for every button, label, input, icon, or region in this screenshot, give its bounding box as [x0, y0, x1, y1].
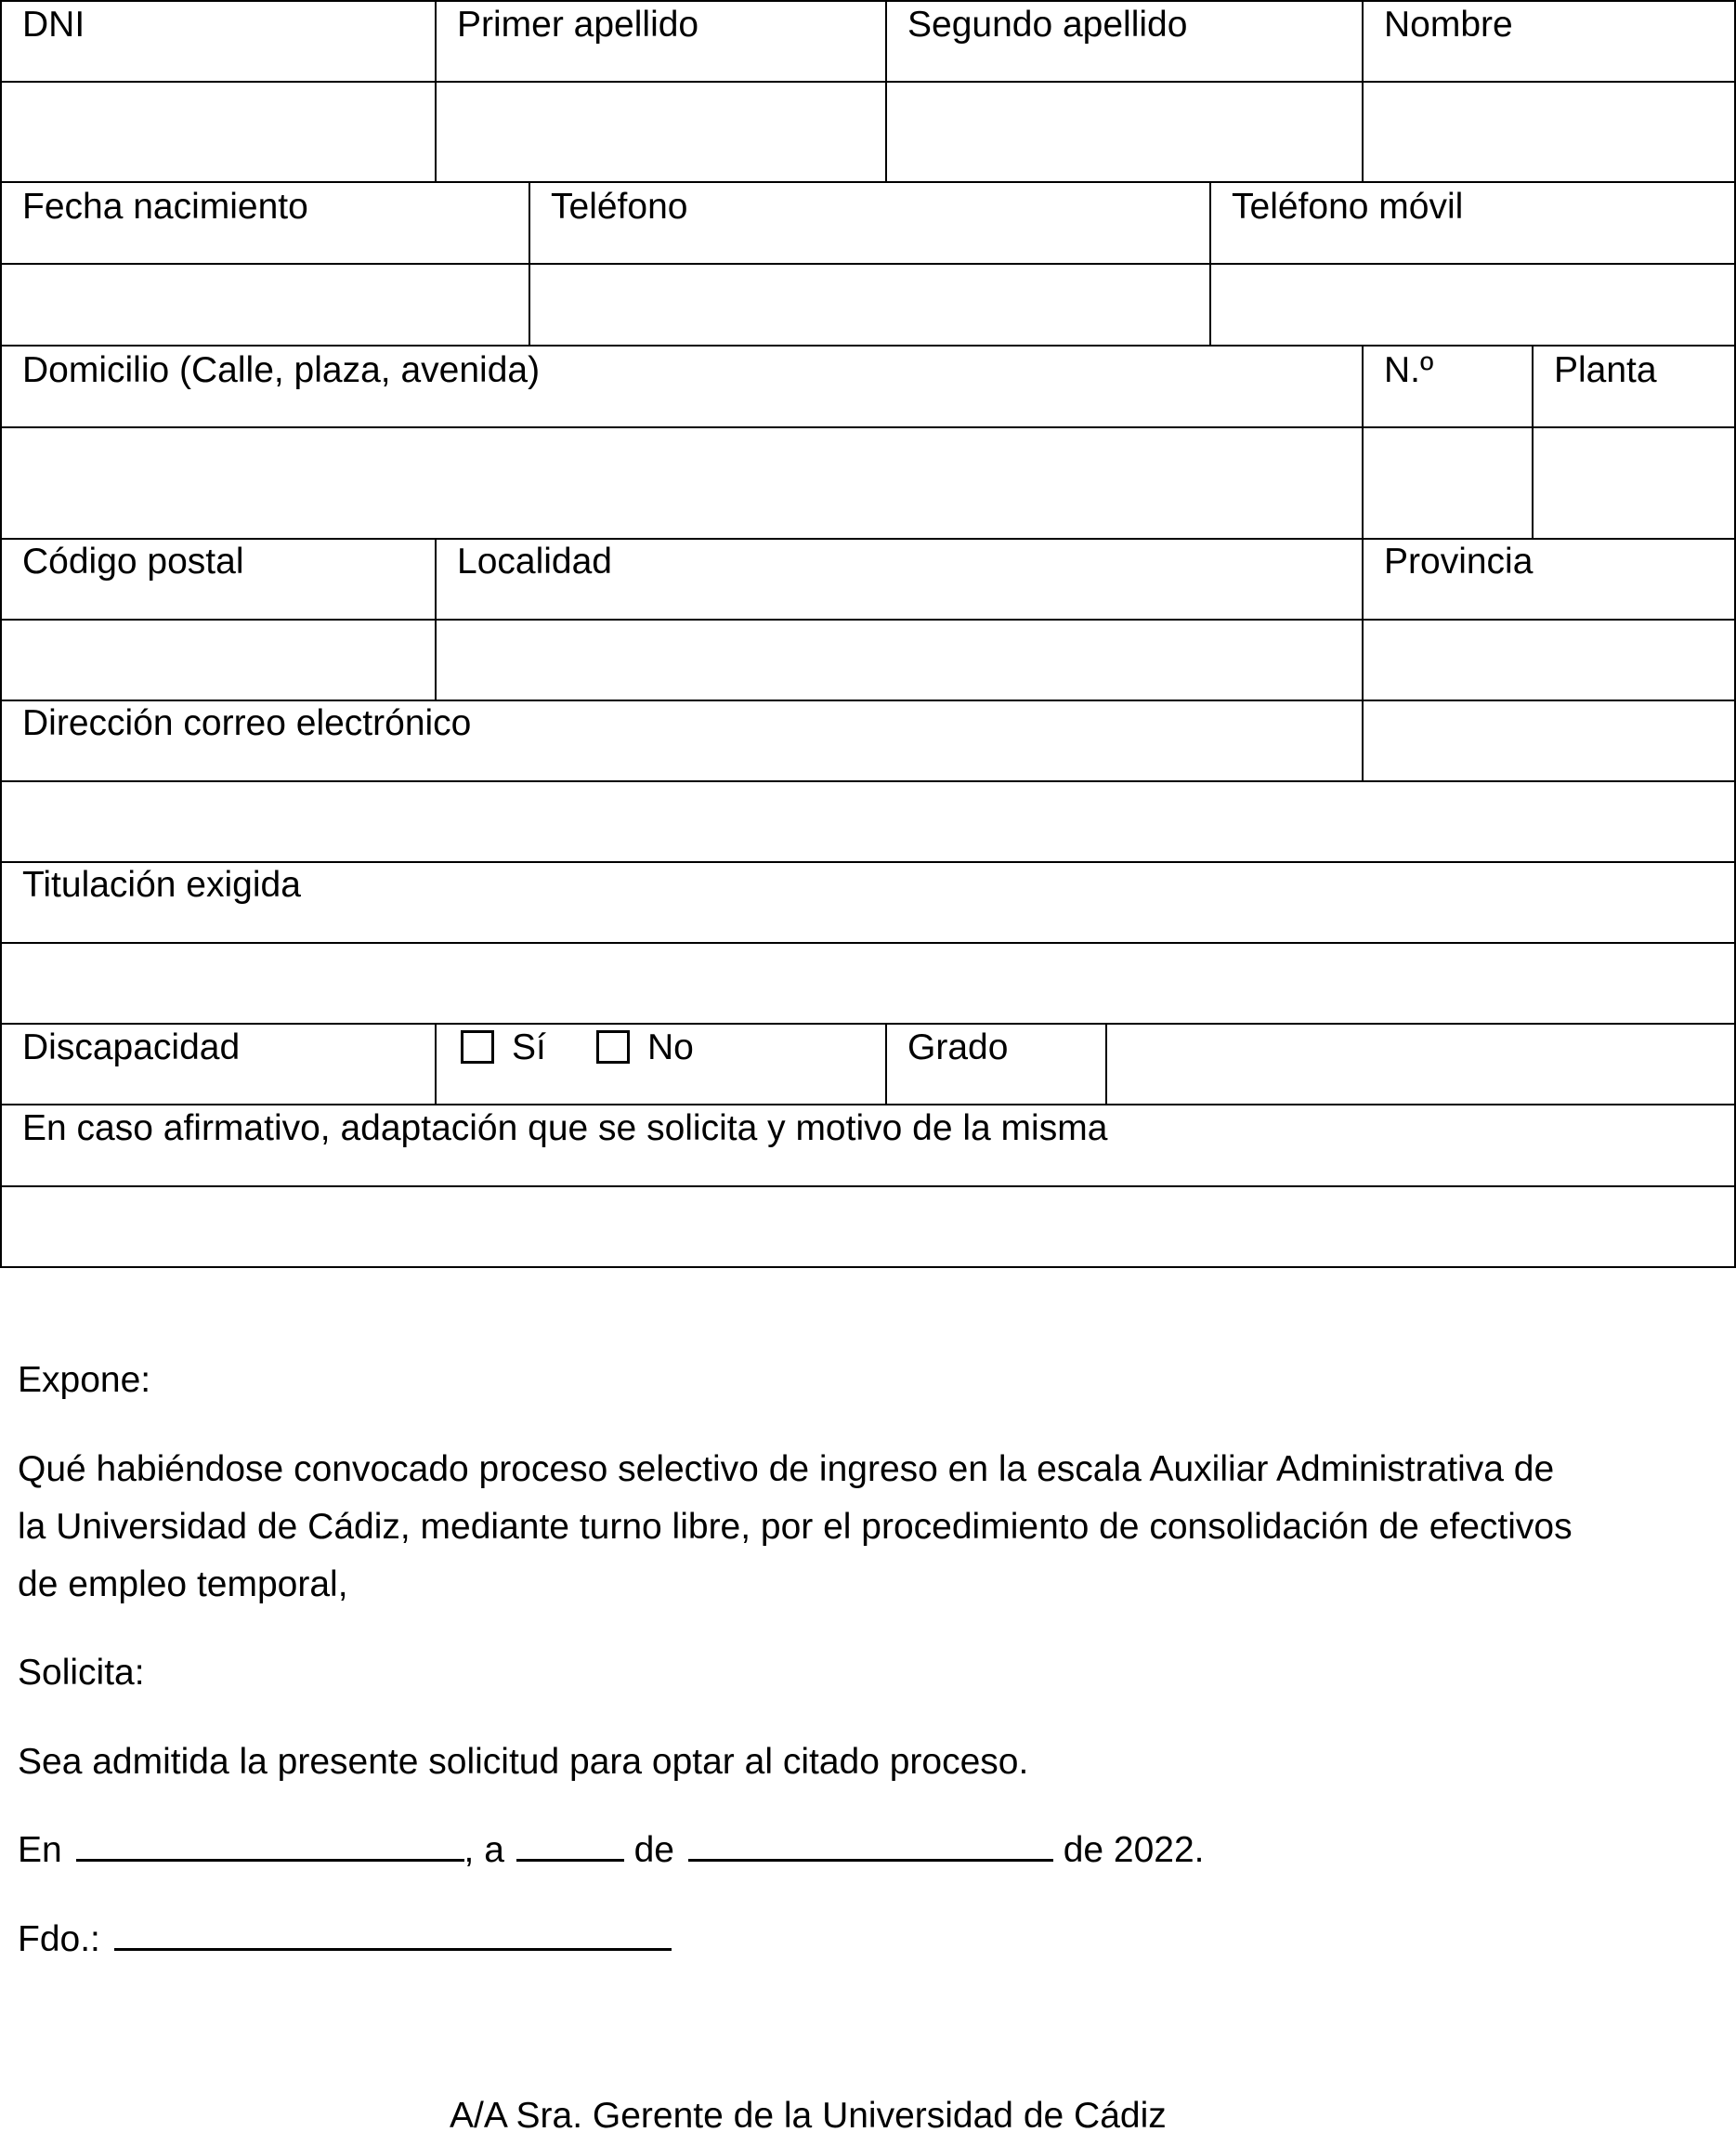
domicilio-field[interactable] — [2, 428, 1362, 538]
row-divider — [0, 1104, 1736, 1105]
numero-label: N.º — [1384, 350, 1434, 390]
email-field[interactable] — [2, 782, 1734, 861]
column-divider — [885, 1023, 887, 1105]
nombre-label: Nombre — [1384, 5, 1513, 45]
column-divider — [435, 1023, 437, 1105]
expone-line-3: de empleo temporal, — [18, 1564, 348, 1604]
planta-label: Planta — [1554, 350, 1657, 390]
discapacidad-si-checkbox[interactable] — [461, 1030, 494, 1064]
nombre-field[interactable] — [1364, 83, 1734, 181]
codigo-postal-label: Código postal — [22, 542, 244, 582]
dni-label: DNI — [22, 5, 85, 45]
domicilio-label: Domicilio (Calle, plaza, avenida) — [22, 350, 541, 390]
expone-line-2: la Universidad de Cádiz, mediante turno libre, por el procedimiento de consolidación de efectivos — [18, 1507, 1573, 1547]
telefono-label: Teléfono — [551, 187, 688, 227]
codigo-postal-field[interactable] — [2, 621, 435, 700]
grado-field[interactable] — [1107, 1025, 1734, 1104]
expone-line-1: Qué habiéndose convocado proceso selectivo de ingreso en la escala Auxiliar Administrativa de — [18, 1449, 1555, 1489]
numero-field[interactable] — [1364, 428, 1532, 538]
localidad-label: Localidad — [457, 542, 612, 582]
discapacidad-no-label: No — [647, 1027, 694, 1067]
segundo-apellido-label: Segundo apellido — [907, 5, 1188, 45]
adaptacion-field[interactable] — [2, 1187, 1734, 1266]
telefono-movil-label: Teléfono móvil — [1232, 187, 1464, 227]
grado-label: Grado — [907, 1027, 1009, 1067]
row-divider — [0, 181, 1736, 183]
telefono-field[interactable] — [530, 265, 1209, 345]
date-en-label: En — [18, 1830, 62, 1870]
date-year-label: de 2022. — [1063, 1830, 1205, 1870]
titulacion-label: Titulación exigida — [22, 865, 301, 905]
signature-line — [18, 1911, 672, 1968]
row-divider — [0, 345, 1736, 347]
provincia-field[interactable] — [1364, 621, 1734, 700]
date-de-label: de — [633, 1830, 674, 1870]
discapacidad-label: Discapacidad — [22, 1027, 241, 1067]
primer-apellido-field[interactable] — [437, 83, 885, 181]
email-label: Dirección correo electrónico — [22, 703, 472, 743]
date-a-label: , a — [463, 1830, 504, 1870]
localidad-field[interactable] — [437, 621, 1362, 700]
solicita-text: Sea admitida la presente solicitud para optar al citado proceso. — [18, 1742, 1029, 1782]
dni-field[interactable] — [2, 83, 435, 181]
titulacion-field[interactable] — [2, 944, 1734, 1023]
fecha-nacimiento-field[interactable] — [2, 265, 529, 345]
place-blank[interactable] — [76, 1831, 464, 1862]
row-divider — [0, 861, 1736, 863]
adaptacion-label: En caso afirmativo, adaptación que se solicita y motivo de la misma — [22, 1108, 1108, 1148]
planta-field[interactable] — [1534, 428, 1734, 538]
row-divider — [0, 538, 1736, 540]
telefono-movil-field[interactable] — [1211, 265, 1734, 345]
day-blank[interactable] — [516, 1831, 624, 1862]
signature-blank[interactable] — [114, 1920, 672, 1951]
addressee: A/A Sra. Gerente de la Universidad de Cádiz — [450, 2096, 1167, 2136]
place-date-line — [18, 1822, 1205, 1879]
row-divider — [0, 0, 1736, 2]
month-blank[interactable] — [688, 1831, 1053, 1862]
expone-heading: Expone: — [18, 1360, 151, 1400]
solicita-heading: Solicita: — [18, 1653, 145, 1693]
fecha-nacimiento-label: Fecha nacimiento — [22, 187, 308, 227]
signature-label: Fdo.: — [18, 1919, 100, 1959]
primer-apellido-label: Primer apellido — [457, 5, 699, 45]
email-side-cell[interactable] — [1364, 701, 1734, 780]
row-divider — [0, 1266, 1736, 1268]
discapacidad-si-label: Sí — [512, 1027, 546, 1067]
segundo-apellido-field[interactable] — [887, 83, 1362, 181]
provincia-label: Provincia — [1384, 542, 1534, 582]
discapacidad-no-checkbox[interactable] — [596, 1030, 630, 1064]
